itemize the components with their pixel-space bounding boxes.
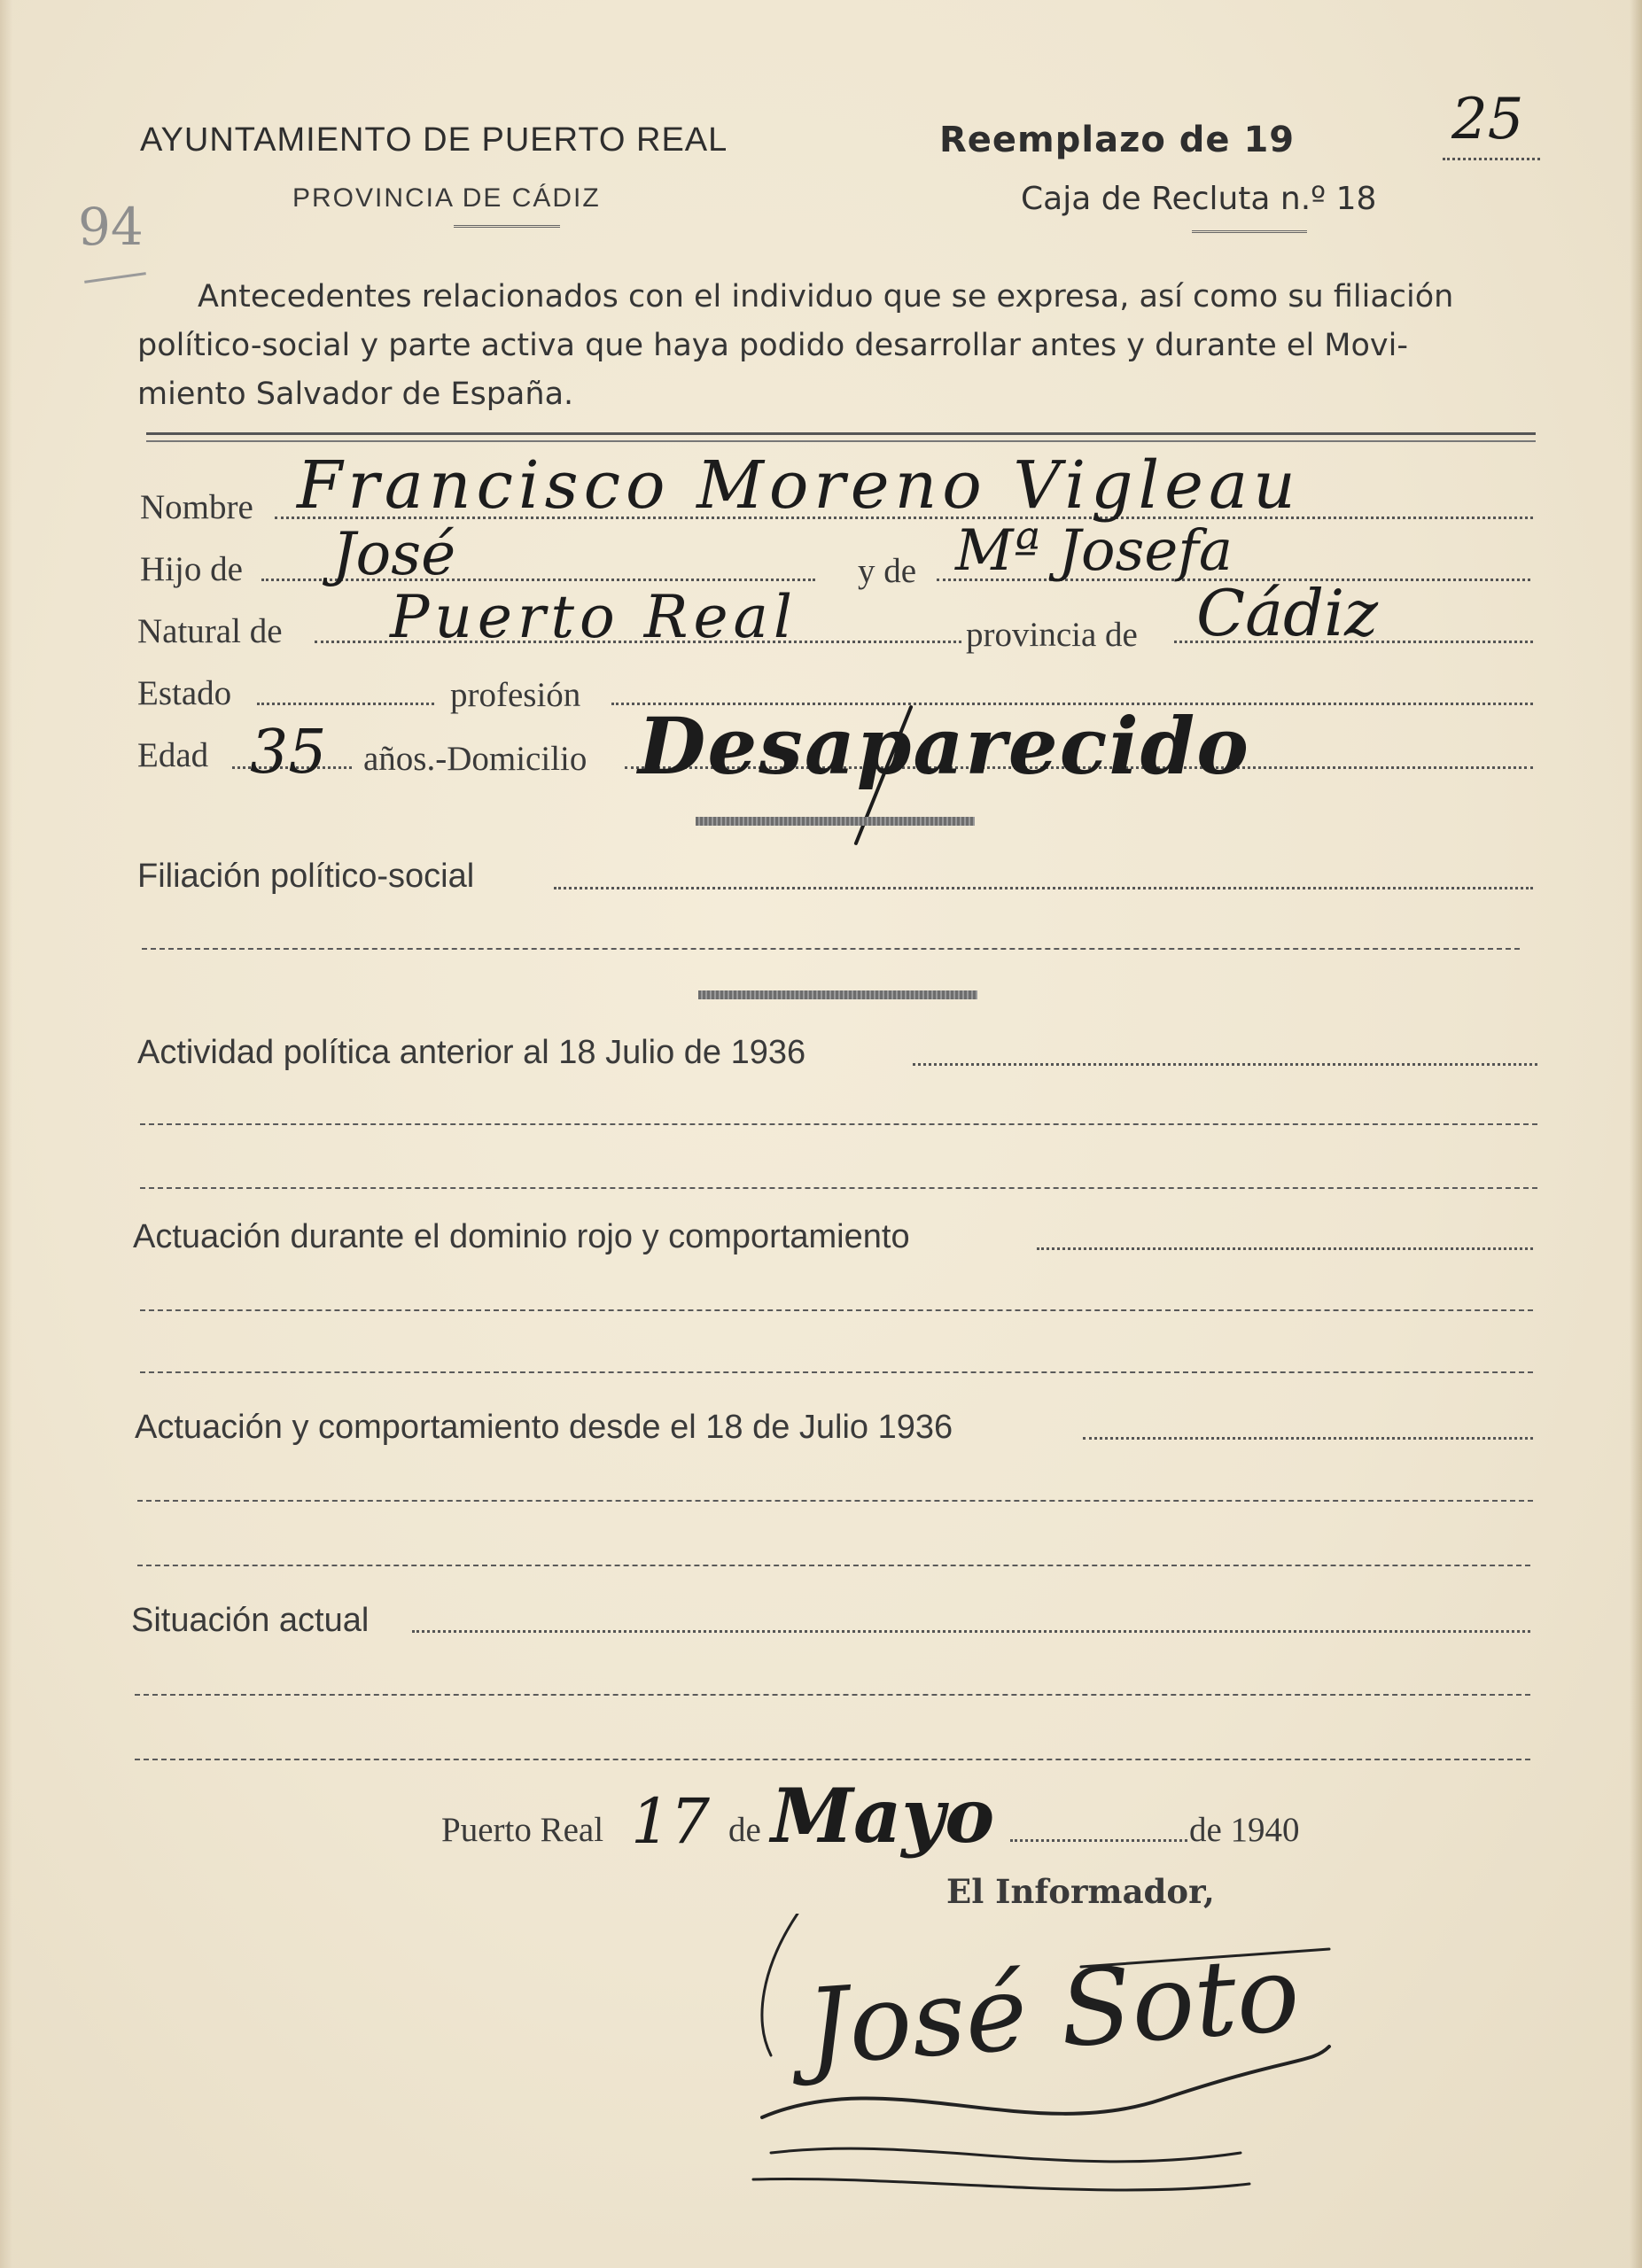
intro-line-1: Antecedentes relacionados con el individuo que se expresa, así como su filiación — [198, 279, 1454, 315]
paper-edge-right — [1630, 0, 1642, 2268]
divider-bar-2 — [698, 990, 977, 999]
intro-paragraph — [137, 273, 1537, 419]
footer-month: Mayo — [771, 1772, 995, 1860]
provincia-heading: PROVINCIA DE CÁDIZ — [292, 183, 601, 213]
actuacion-desde-label: Actuación y comportamiento desde el 18 de Julio 1936 — [135, 1409, 953, 1446]
provincia-value: Cádiz — [1196, 576, 1379, 650]
actuacion-rojo-line-3 — [140, 1371, 1533, 1373]
reemplazo-year: 25 — [1451, 87, 1524, 152]
paper-edge-left — [0, 0, 12, 2268]
hijo-de-label: Hijo de — [140, 550, 243, 588]
signature — [744, 1914, 1347, 2206]
nombre-label: Nombre — [140, 488, 253, 526]
intro-line-2: político-social y parte activa que haya podido desarrollar antes y durante el Movi- — [137, 328, 1408, 363]
natural-de-label: Natural de — [137, 612, 283, 650]
ayuntamiento-heading: AYUNTAMIENTO DE PUERTO REAL — [140, 121, 728, 159]
reemplazo-label: Reemplazo de 19 — [939, 120, 1296, 160]
madre-value: Mª Josefa — [955, 518, 1233, 584]
provincia-underline — [454, 225, 560, 228]
situacion-line-2 — [135, 1694, 1530, 1696]
actuacion-rojo-label: Actuación durante el dominio rojo y comportamiento — [133, 1218, 910, 1255]
actuacion-desde-dotline — [1083, 1437, 1533, 1440]
domicilio-value: Desaparecido — [638, 700, 1251, 792]
footer-month-dotline — [1010, 1839, 1187, 1842]
anos-domicilio-label: años.-Domicilio — [363, 740, 588, 778]
reemplazo-dotline — [1443, 158, 1540, 160]
profesion-label: profesión — [450, 676, 581, 714]
margin-pencil-note: 94 — [78, 197, 144, 257]
actividad-label: Actividad política anterior al 18 Julio de 1936 — [137, 1034, 806, 1071]
caja-underline — [1192, 230, 1307, 233]
y-de-label: y de — [858, 552, 917, 590]
signature-text: José Soto — [802, 1931, 1303, 2089]
edad-value: 35 — [250, 718, 327, 788]
nombre-value: Francisco Moreno Vigleau — [297, 447, 1301, 524]
divider-bar-1 — [696, 817, 975, 826]
footer-de: de — [728, 1811, 761, 1849]
actividad-dotline — [913, 1063, 1537, 1066]
filiacion-dotline — [554, 887, 1533, 889]
section-divider — [146, 432, 1536, 442]
situacion-label: Situación actual — [131, 1602, 370, 1639]
caja-recluta: Caja de Recluta n.º 18 — [1021, 181, 1377, 217]
actuacion-desde-line-2 — [137, 1500, 1533, 1502]
natural-value: Puerto Real — [390, 583, 798, 651]
provincia-de-label: provincia de — [966, 616, 1138, 654]
actuacion-desde-line-3 — [137, 1565, 1530, 1566]
padre-value: José — [332, 520, 456, 588]
filiacion-label: Filiación político-social — [137, 858, 475, 895]
actividad-line-3 — [140, 1187, 1537, 1189]
footer-day: 17 — [631, 1785, 711, 1858]
estado-dotline — [257, 703, 434, 705]
actuacion-rojo-dotline — [1037, 1247, 1533, 1250]
estado-label: Estado — [137, 674, 232, 712]
footer-year: de 1940 — [1189, 1811, 1300, 1849]
actividad-line-2 — [140, 1123, 1537, 1125]
footer-place: Puerto Real — [441, 1811, 604, 1849]
informador-label: El Informador, — [946, 1872, 1215, 1911]
situacion-dotline — [412, 1630, 1530, 1633]
intro-line-3: miento Salvador de España. — [137, 377, 574, 412]
edad-label: Edad — [137, 736, 209, 774]
signature-flourish — [744, 1914, 1347, 2206]
actuacion-rojo-line-2 — [140, 1309, 1533, 1311]
situacion-line-3 — [135, 1759, 1530, 1760]
filiacion-line-2 — [142, 948, 1520, 950]
